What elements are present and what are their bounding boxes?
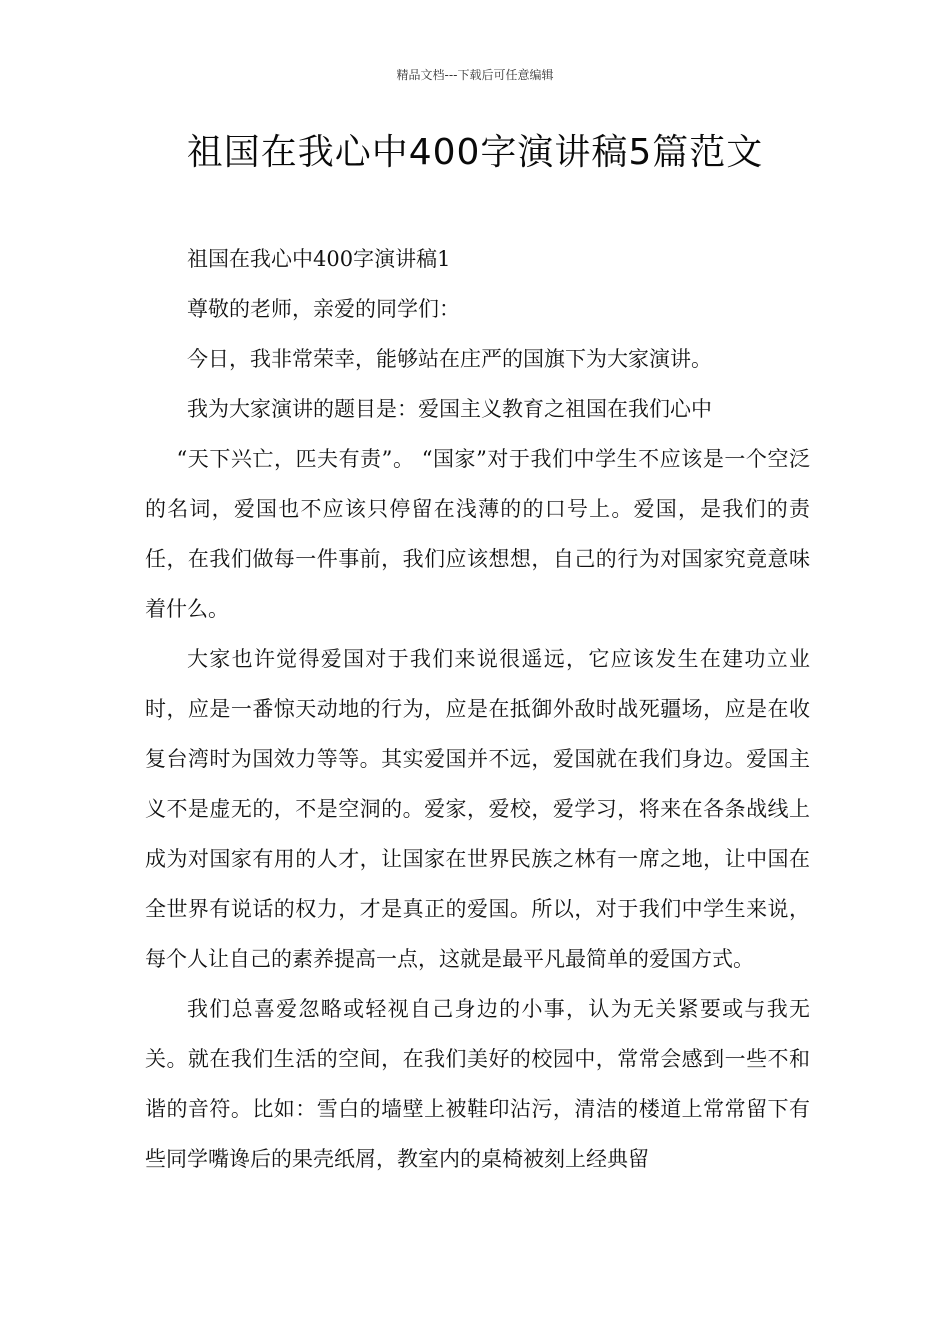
header-note: 精品文档---下载后可任意编辑 xyxy=(396,68,554,82)
body-paragraph: 大家也许觉得爱国对于我们来说很遥远，它应该发生在建功立业时，应是一番惊天动地的行为，应是在抵御外敌时战死疆场，应是在收复台湾时为国效力等等。其实爱国并不远，爱国就在我们身边。爱国主义不是虚无的，不是空洞的。爱家，爱校，爱学习，将来在各条战线上成为对国家有用的人才，让国家在世界民族之林有一席之地，让中国在全世界有说话的权力，才是真正的爱国。所以，对于我们中学生来说，每个人让自己的素养提高一点，这就是最平凡最简单的爱国方式。 xyxy=(145,647,810,971)
document-body xyxy=(145,234,810,1184)
body-paragraph: 今日，我非常荣幸，能够站在庄严的国旗下为大家演讲。 xyxy=(187,347,712,371)
body-paragraph: 我们总喜爱忽略或轻视自己身边的小事，认为无关紧要或与我无关。就在我们生活的空间，在我们美好的校园中，常常会感到一些不和谐的音符。比如：雪白的墙壁上被鞋印沾污，清洁的楼道上常常留下有些同学嘴谗后的果壳纸屑，教室内的桌椅被刻上经典留 xyxy=(145,997,810,1171)
body-paragraph: “天下兴亡，匹夫有责”。 “国家”对于我们中学生不应该是一个空泛的名词，爱国也不应该只停留在浅薄的的口号上。爱国，是我们的责任，在我们做每一件事前，我们应该想想，自己的行为对国家究竟意味着什么。 xyxy=(145,447,810,621)
body-paragraph: 我为大家演讲的题目是：爱国主义教育之祖国在我们心中 xyxy=(187,397,712,421)
section-heading: 祖国在我心中400字演讲稿1 xyxy=(187,247,451,271)
document-title: 祖国在我心中400字演讲稿5篇范文 xyxy=(186,132,764,173)
salutation-paragraph: 尊敬的老师，亲爱的同学们： xyxy=(187,297,460,321)
